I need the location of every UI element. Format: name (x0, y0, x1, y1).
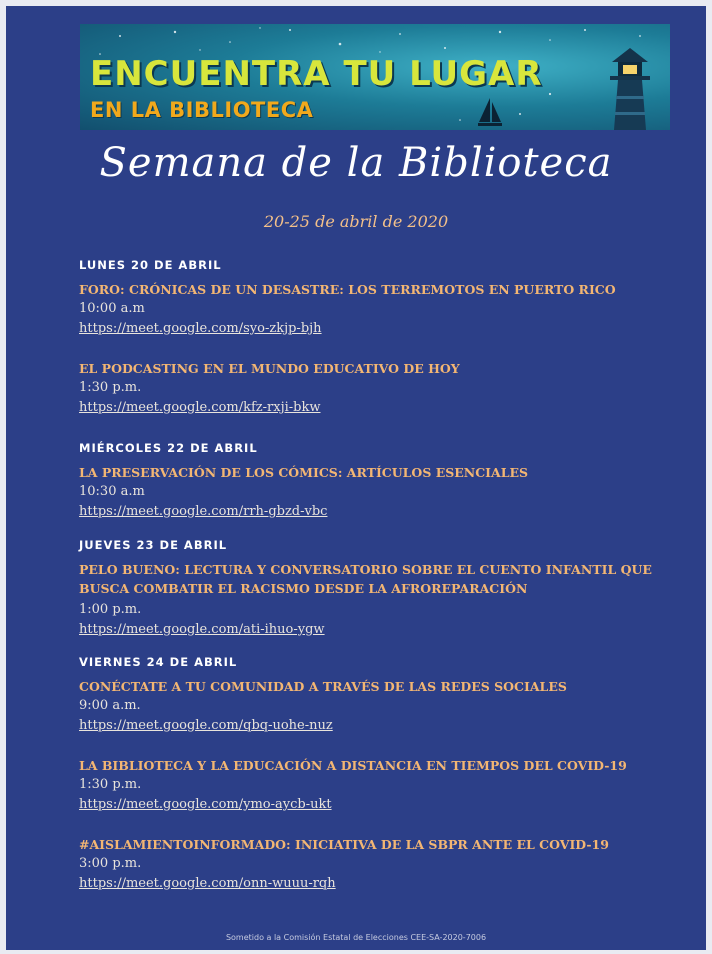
event-title: FORO: CRÓNICAS DE UN DESASTRE: LOS TERREMOTOS EN PUERTO RICO (79, 282, 616, 297)
event-dates: 20-25 de abril de 2020 (263, 212, 449, 231)
event-link[interactable]: https://meet.google.com/rrh-gbzd-vbc (79, 504, 328, 519)
event-time: 3:00 p.m. (79, 856, 142, 871)
event-title: #AISLAMIENTOINFORMADO: INICIATIVA DE LA SBPR ANTE EL COVID-19 (79, 837, 609, 852)
event-title: EL PODCASTING EN EL MUNDO EDUCATIVO DE HOY (79, 361, 460, 376)
event-link[interactable]: https://meet.google.com/qbq-uohe-nuz (79, 718, 333, 733)
event-link[interactable]: https://meet.google.com/kfz-rxji-bkw (79, 400, 321, 415)
event-title: LA BIBLIOTECA Y LA EDUCACIÓN A DISTANCIA EN TIEMPOS DEL COVID-19 (79, 758, 627, 773)
event-time: 1:00 p.m. (79, 602, 142, 617)
event-title: PELO BUENO: LECTURA Y CONVERSATORIO SOBRE EL CUENTO INFANTIL QUE BUSCA COMBATIR EL RACISMO DESDE LA AFROREPARACIÓN (79, 562, 652, 596)
event-time: 10:30 a.m (79, 484, 145, 499)
event-link[interactable]: https://meet.google.com/ymo-aycb-ukt (79, 797, 332, 812)
footer-note: Sometido a la Comisión Estatal de Elecciones CEE-SA-2020-7006 (225, 933, 487, 942)
lighthouse-icon (604, 48, 656, 130)
event-link[interactable]: https://meet.google.com/syo-zkjp-bjh (79, 321, 322, 336)
event-time: 10:00 a.m (79, 301, 145, 316)
event-link[interactable]: https://meet.google.com/onn-wuuu-rqh (79, 876, 336, 891)
event-time: 9:00 a.m. (79, 698, 141, 713)
event-link[interactable]: https://meet.google.com/ati-ihuo-ygw (79, 622, 325, 637)
event-title: LA PRESERVACIÓN DE LOS CÓMICS: ARTÍCULOS ESENCIALES (79, 465, 529, 480)
event-time: 1:30 p.m. (79, 380, 142, 395)
banner-subheadline: EN LA BIBLIOTECA (90, 98, 314, 122)
sailboat-icon (476, 96, 504, 130)
banner-headline: ENCUENTRA TU LUGAR (90, 54, 543, 94)
flyer-page (6, 6, 706, 950)
day-heading: JUEVES 23 DE ABRIL (79, 538, 228, 552)
day-heading: LUNES 20 DE ABRIL (79, 258, 222, 272)
library-banner (80, 24, 670, 130)
page-title: Semana de la Biblioteca (99, 140, 613, 186)
day-heading: VIERNES 24 DE ABRIL (79, 655, 238, 669)
day-heading: MIÉRCOLES 22 DE ABRIL (79, 441, 258, 455)
event-time: 1:30 p.m. (79, 777, 142, 792)
event-title: CONÉCTATE A TU COMUNIDAD A TRAVÉS DE LAS REDES SOCIALES (79, 679, 567, 694)
